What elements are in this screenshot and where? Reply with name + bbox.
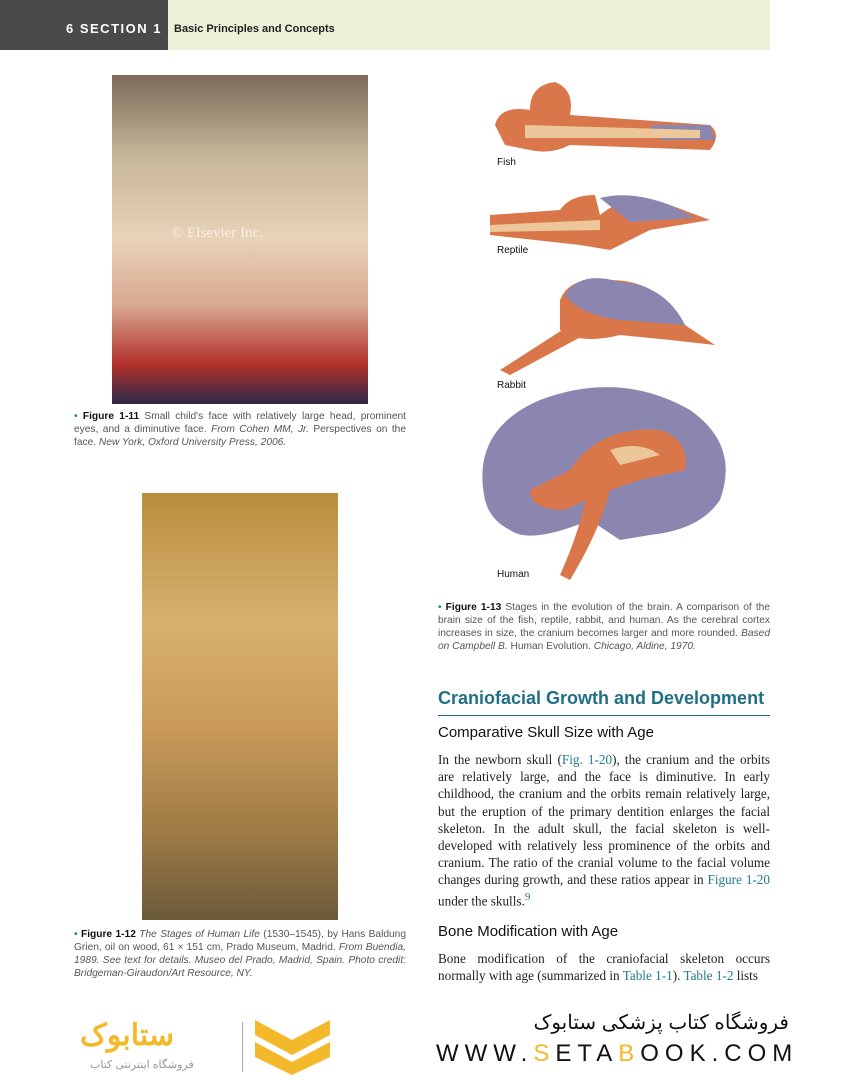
reptile-label: Reptile [497, 245, 529, 256]
reptile-brain [490, 195, 710, 250]
human-label: Human [497, 569, 530, 580]
subheading-skull-size: Comparative Skull Size with Age [438, 724, 654, 741]
setabook-logo-mark: ستابوک [80, 1019, 175, 1052]
heading-rule [438, 715, 770, 716]
store-name: فروشگاه کتاب پزشکی ستابوک [533, 1012, 789, 1034]
rabbit-label: Rabbit [497, 380, 526, 391]
paragraph-bone-modification: Bone modification of the craniofacial skeleton occurs normally with age (summarized in Table 1-1). Table 1-2 lists [438, 951, 770, 984]
figure-1-12-caption: • Figure 1-12 The Stages of Human Life (1530–1545), by Hans Baldung Grien, oil on wood, 61 × 151 cm, Prado Museum, Madrid. From Buendia, 1989. See text for details. Museo del Prado, Madrid, Spain. Photo credit: Bridgeman-Giraudon/Art Resource, NY. [74, 929, 407, 979]
brain-evolution-figure [470, 70, 750, 590]
fig-1-20-link[interactable]: Fig. 1-20 [561, 752, 613, 767]
fish-label: Fish [497, 157, 516, 168]
figure-1-11-caption: • Figure 1-11 Small child's face with relatively large head, prominent eyes, and a diminutive face. From Cohen MM, Jr. Perspectives on the face. New York, Oxford University Press, 2006. [74, 411, 406, 448]
setabook-chevron-logo-icon [255, 1020, 330, 1075]
logo-tagline: فروشگاه اینترنتی کتاب [90, 1059, 194, 1071]
reference-9[interactable]: 9 [524, 890, 531, 903]
logo-divider [242, 1022, 243, 1072]
section-heading: Craniofacial Growth and Development [438, 688, 765, 708]
figure-1-13-caption: • Figure 1-13 Stages in the evolution of the brain. A comparison of the brain size of the fish, reptile, rabbit, and human. As the cerebral cortex increases in size, the cranium becomes larger and more rounded. Based on Campbell B. Human Evolution. Chicago, Aldine, 1970. [438, 602, 771, 652]
photo-watermark: © Elsevier Inc. [172, 225, 263, 241]
paragraph-skull-size: In the newborn skull (Fig. 1-20), the cranium and the orbits are relatively large, and the face is diminutive. In early childhood, the cranium and the orbits remain relatively large, but the eruption of the primary dentition enlarges the facial skeleton. In the adult skull, the facial skeleton is well-developed with relatively less prominence of the orbits and cranium. The ratio of the cranial volume to the facial volume changes during growth, and these ratios appear in Figure 1-20 under the skulls.$^9$ [438, 752, 771, 909]
table-1-1-link[interactable]: Table 1-1 [622, 968, 673, 984]
chapter-title: Basic Principles and Concepts [168, 0, 770, 50]
section-label: 6 SECTION 1 [0, 0, 168, 50]
subheading-bone-modification: Bone Modification with Age [438, 923, 619, 940]
human-brain [482, 387, 725, 580]
child-face-photo [112, 75, 368, 404]
rabbit-brain [500, 278, 715, 375]
table-1-2-link[interactable]: Table 1-2 [683, 968, 734, 984]
store-url[interactable]: WWW.SETABOOK.COM [436, 1040, 799, 1067]
fish-brain [495, 82, 716, 152]
figure-1-20-link[interactable]: Figure 1-20 [707, 872, 770, 888]
stages-of-human-life-painting [142, 493, 338, 920]
